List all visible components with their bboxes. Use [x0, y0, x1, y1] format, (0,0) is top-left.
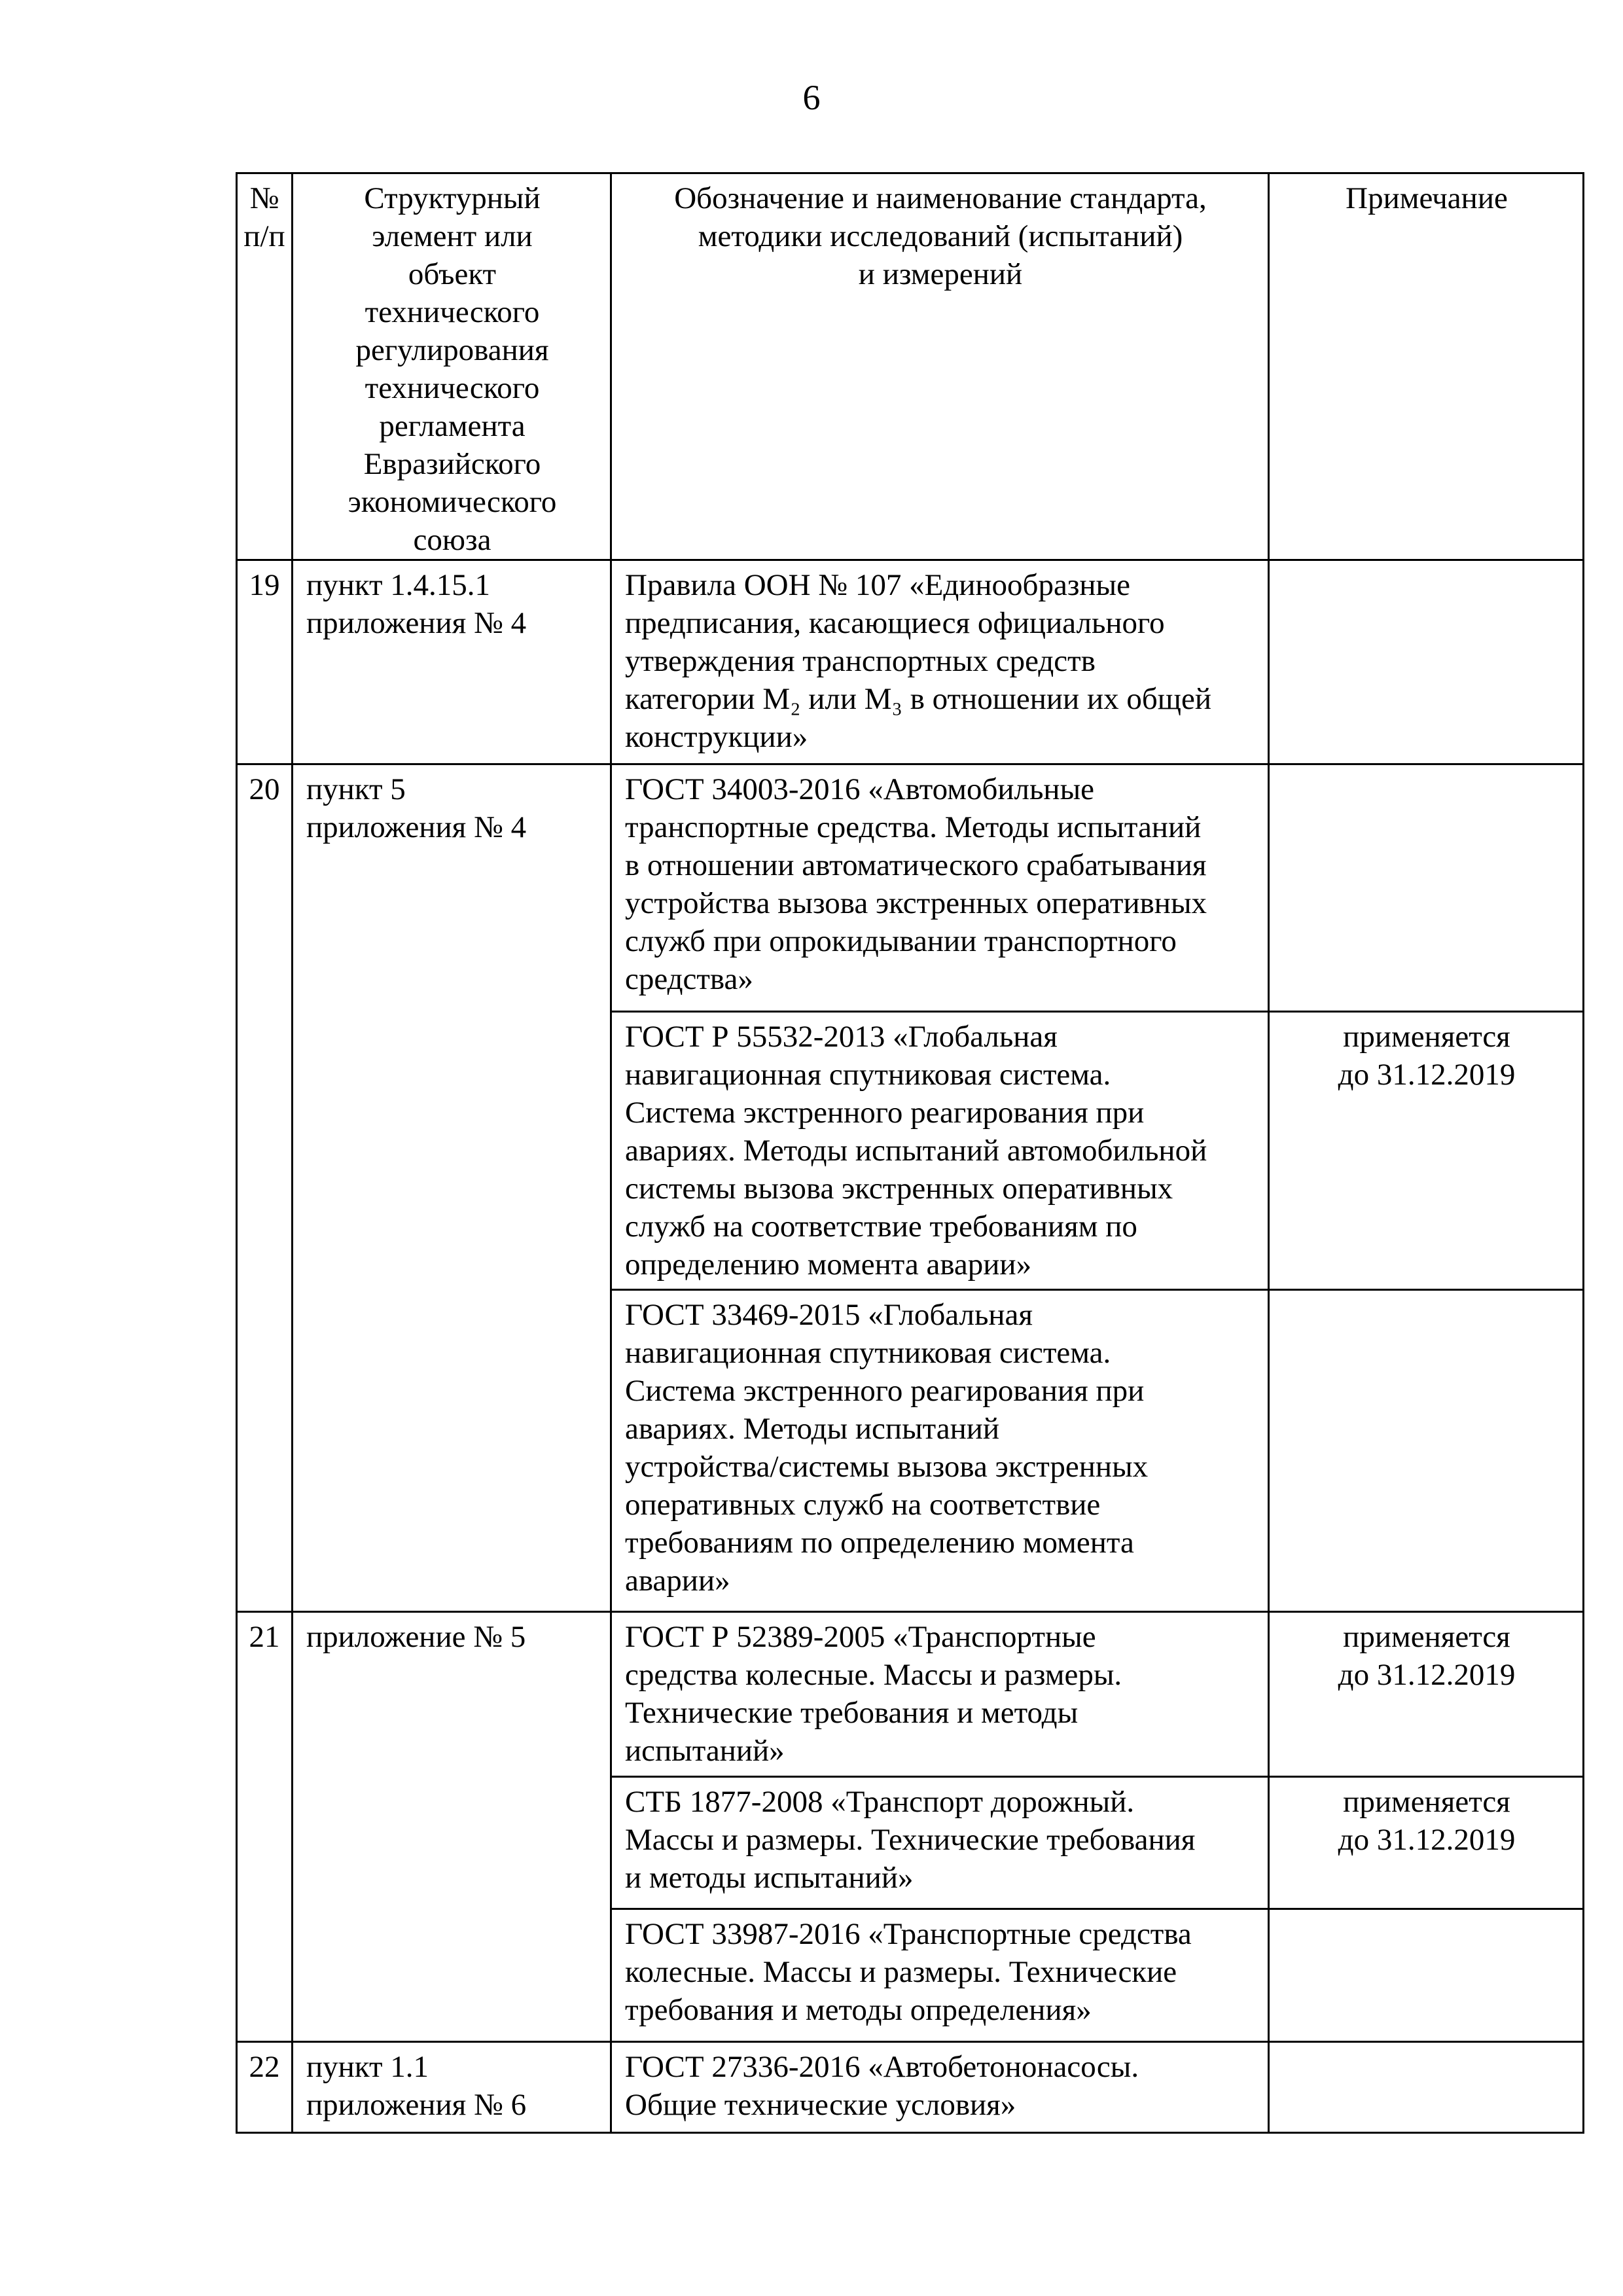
header-standard: [611, 173, 1269, 560]
note: [1269, 1777, 1584, 1909]
standard-name: [611, 1012, 1269, 1290]
text-line: до 31.12.2019: [1338, 1823, 1516, 1857]
text-line: пункт 1.1: [306, 2050, 429, 2084]
standard-name: [611, 2042, 1269, 2133]
text-line: СТБ 1877-2008 «Транспорт дорожный.: [625, 1785, 1135, 1819]
standard-name: [611, 1909, 1269, 2042]
text-line: №: [249, 181, 279, 215]
table-row: [237, 560, 1584, 764]
text-line: Обозначение и наименование стандарта,: [674, 181, 1207, 215]
row-number: 21: [237, 1612, 293, 2042]
standard-name: [611, 560, 1269, 764]
text-line: авариях. Методы испытаний: [625, 1412, 1000, 1446]
standard-name: [611, 1777, 1269, 1909]
text-line: аварии»: [625, 1564, 730, 1598]
text-line: Правила ООН № 107 «Единообразные: [625, 568, 1130, 602]
text-line: технического: [365, 295, 540, 329]
text-line: ГОСТ 33469-2015 «Глобальная: [625, 1298, 1033, 1332]
text-line: приложения № 4: [306, 810, 527, 844]
row-number: 22: [237, 2042, 293, 2133]
text-line: пункт 1.4.15.1: [306, 568, 491, 602]
header-num: [237, 173, 293, 560]
text-line: ГОСТ 27336-2016 «Автобетононасосы.: [625, 2050, 1139, 2084]
text-line: Массы и размеры. Технические требования: [625, 1823, 1196, 1857]
table-row: [237, 1612, 1584, 1777]
text-line: пункт 5: [306, 772, 406, 806]
structural-element: [293, 764, 611, 1612]
text-line: приложение № 5: [306, 1620, 526, 1654]
note: [1269, 560, 1584, 764]
text-line: конструкции»: [625, 720, 808, 754]
text-line: системы вызова экстренных оперативных: [625, 1172, 1173, 1206]
header-element: [293, 173, 611, 560]
text-line: ГОСТ 33987-2016 «Транспортные средства: [625, 1917, 1192, 1951]
text-line: экономического: [348, 485, 557, 519]
text-line: транспортные средства. Методы испытаний: [625, 810, 1202, 844]
text-line: Система экстренного реагирования при: [625, 1374, 1145, 1408]
text-line: ГОСТ Р 52389-2005 «Транспортные: [625, 1620, 1096, 1654]
structural-element: [293, 2042, 611, 2133]
text-line: служб при опрокидывании транспортного: [625, 924, 1177, 958]
text-line: оперативных служб на соответствие: [625, 1488, 1101, 1522]
header-row: [237, 173, 1584, 560]
text-line: п/п: [243, 219, 285, 253]
text-line: Евразийского: [363, 447, 541, 481]
text-line: устройства/системы вызова экстренных: [625, 1450, 1149, 1484]
note: [1269, 1290, 1584, 1612]
text-line: и измерений: [858, 257, 1023, 291]
row-number: 20: [237, 764, 293, 1612]
text-line: приложения № 6: [306, 2088, 527, 2122]
note: [1269, 764, 1584, 1012]
text-line: союза: [413, 523, 491, 557]
text-line: объект: [408, 257, 497, 291]
text-line: средства»: [625, 962, 753, 996]
text-line: Технические требования и методы: [625, 1696, 1079, 1730]
standard-name: [611, 1290, 1269, 1612]
note: [1269, 1612, 1584, 1777]
text-line: ГОСТ 34003-2016 «Автомобильные: [625, 772, 1095, 806]
standard-name: [611, 1612, 1269, 1777]
text-line: устройства вызова экстренных оперативных: [625, 886, 1207, 920]
text-line: испытаний»: [625, 1734, 785, 1768]
text-line: регулирования: [355, 333, 549, 367]
text-line: авариях. Методы испытаний автомобильной: [625, 1134, 1207, 1168]
text-line: требования и методы определения»: [625, 1993, 1092, 2027]
table-row: [237, 764, 1584, 1012]
text-line: технического: [365, 371, 540, 405]
text-line: предписания, касающиеся официального: [625, 606, 1165, 640]
text-line: средства колесные. Массы и размеры.: [625, 1658, 1122, 1692]
table-row: [237, 2042, 1584, 2133]
row-number: 19: [237, 560, 293, 764]
text-line: категории M₂ или M₃ в отношении их общей: [625, 682, 1211, 716]
text-line: в отношении автоматического срабатывания: [625, 848, 1207, 882]
standards-table: [236, 172, 1584, 2134]
text-line: регламента: [379, 409, 526, 443]
structural-element: [293, 560, 611, 764]
text-line: навигационная спутниковая система.: [625, 1058, 1111, 1092]
header-note: Примечание: [1269, 173, 1584, 560]
text-line: Структурный: [364, 181, 541, 215]
text-line: определению момента аварии»: [625, 1247, 1032, 1282]
text-line: требованиям по определению момента: [625, 1526, 1134, 1560]
structural-element: [293, 1612, 611, 2042]
text-line: применяется: [1343, 1620, 1510, 1654]
text-line: Общие технические условия»: [625, 2088, 1016, 2122]
text-line: колесные. Массы и размеры. Технические: [625, 1955, 1177, 1989]
text-line: приложения № 4: [306, 606, 527, 640]
text-line: применяется: [1343, 1785, 1510, 1819]
note: [1269, 1909, 1584, 2042]
text-line: ГОСТ Р 55532-2013 «Глобальная: [625, 1020, 1058, 1054]
text-line: до 31.12.2019: [1338, 1058, 1516, 1092]
text-line: до 31.12.2019: [1338, 1658, 1516, 1692]
text-line: Система экстренного реагирования при: [625, 1096, 1145, 1130]
text-line: элемент или: [372, 219, 533, 253]
standard-name: [611, 764, 1269, 1012]
text-line: навигационная спутниковая система.: [625, 1336, 1111, 1370]
note: [1269, 1012, 1584, 1290]
text-line: методики исследований (испытаний): [698, 219, 1183, 253]
page-number: 6: [802, 78, 821, 117]
note: [1269, 2042, 1584, 2133]
text-line: служб на соответствие требованиям по: [625, 1210, 1137, 1244]
text-line: применяется: [1343, 1020, 1510, 1054]
text-line: и методы испытаний»: [625, 1861, 914, 1895]
text-line: утверждения транспортных средств: [625, 644, 1096, 678]
